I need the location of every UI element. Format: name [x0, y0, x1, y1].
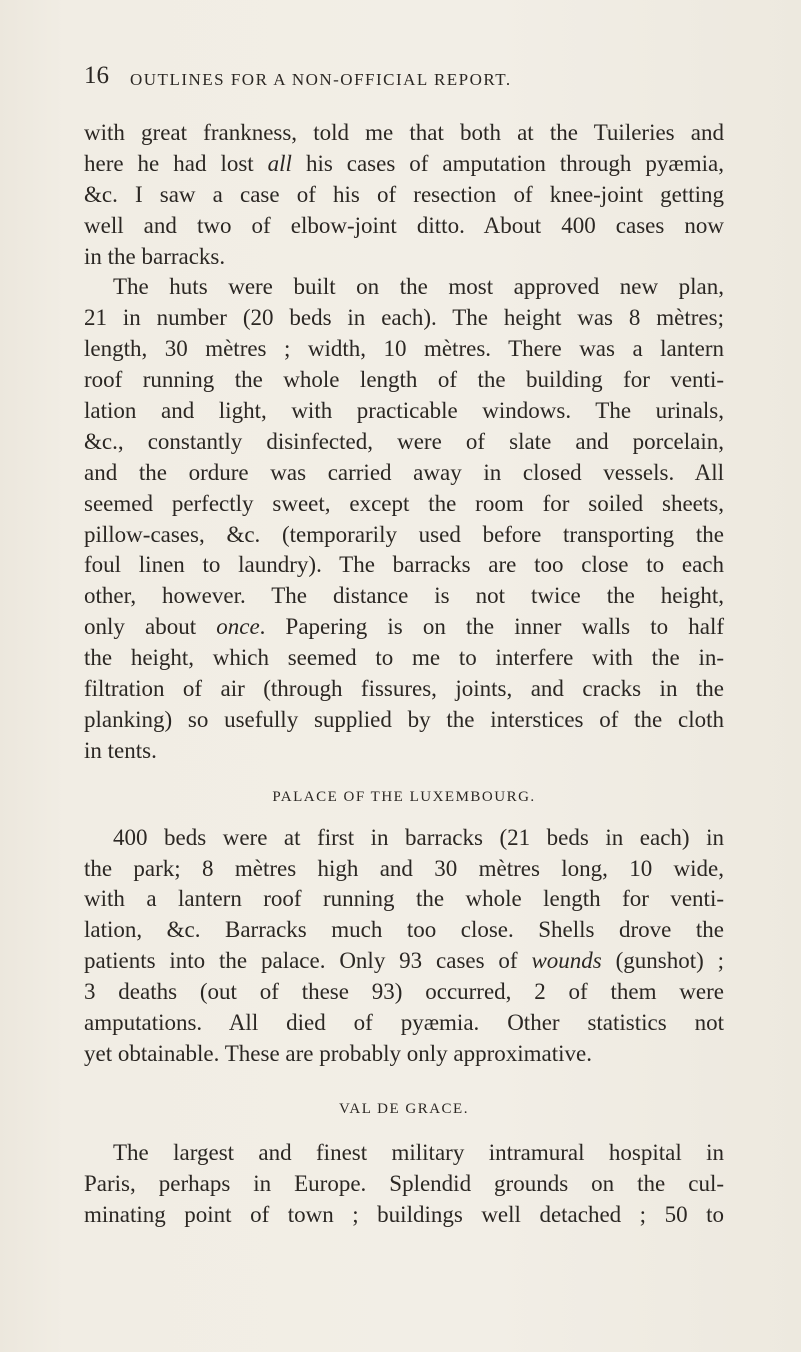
text-line: here he had lost all his cases of amputation through pyæmia, — [84, 150, 724, 176]
text-line: filtration of air (through fissures, joints, and cracks in the — [84, 676, 724, 702]
text-line: 400 beds were at first in barracks (21 beds in each) in — [113, 824, 724, 850]
text-line: amputations. All died of pyæmia. Other statistics not — [84, 1010, 724, 1036]
text-line: only about once. Papering is on the inner walls to half — [84, 614, 724, 640]
text-line: the park; 8 mètres high and 30 mètres long, 10 wide, — [84, 855, 724, 881]
page-header — [84, 62, 744, 102]
running-head: OUTLINES FOR A NON-OFFICIAL REPORT. — [130, 70, 512, 89]
text-line: and the ordure was carried away in closed vessels. All — [84, 459, 724, 485]
text-line: foul linen to laundry). The barracks are too close to each — [84, 552, 724, 578]
section-heading: PALACE OF THE LUXEMBOURG. — [272, 788, 536, 805]
text-line: patients into the palace. Only 93 cases of wounds (gunshot) ; — [84, 948, 724, 974]
section-heading: VAL DE GRACE. — [339, 1100, 469, 1117]
italic-word: wounds — [531, 948, 602, 974]
italic-word: once — [216, 614, 260, 640]
text-line: 3 deaths (out of these 93) occurred, 2 of them were — [84, 979, 724, 1005]
text-line: lation and light, with practicable windows. The urinals, — [84, 398, 724, 424]
text-line: in the barracks. — [84, 243, 226, 269]
text-line: The huts were built on the most approved new plan, — [113, 274, 724, 300]
text-line: seemed perfectly sweet, except the room for soiled sheets, — [84, 490, 724, 516]
text-line: other, however. The distance is not twice the height, — [84, 583, 724, 609]
text-line: roof running the whole length of the building for venti- — [84, 367, 724, 393]
text-line: in tents. — [84, 737, 157, 763]
italic-word: all — [267, 150, 292, 176]
text-line: &c., constantly disinfected, were of slate and porcelain, — [84, 428, 724, 454]
text-line: minating point of town ; buildings well detached ; 50 to — [84, 1201, 724, 1227]
text-line: the height, which seemed to me to interfere with the in- — [84, 645, 724, 671]
text-line: The largest and finest military intramural hospital in — [113, 1139, 724, 1165]
page-body — [84, 118, 724, 1231]
text-line: with a lantern roof running the whole length for venti- — [84, 886, 724, 912]
text-line: 21 in number (20 beds in each). The height was 8 mètres; — [84, 305, 724, 331]
page-number: 16 — [84, 62, 109, 89]
text-line: lation, &c. Barracks much too close. Shells drove the — [84, 917, 724, 943]
text-line: pillow-cases, &c. (temporarily used before transporting the — [84, 521, 724, 547]
text-line: Paris, perhaps in Europe. Splendid grounds on the cul- — [84, 1170, 724, 1196]
text-line: with great frankness, told me that both at the Tuileries and — [84, 120, 724, 145]
text-line: length, 30 mètres ; width, 10 mètres. There was a lantern — [84, 336, 724, 362]
text-line: planking) so usefully supplied by the interstices of the cloth — [84, 706, 724, 732]
text-line: &c. I saw a case of his of resection of knee-joint getting — [84, 181, 724, 207]
text-line: yet obtainable. These are probably only approximative. — [84, 1040, 592, 1066]
text-line: well and two of elbow-joint ditto. About 400 cases now — [84, 212, 724, 238]
